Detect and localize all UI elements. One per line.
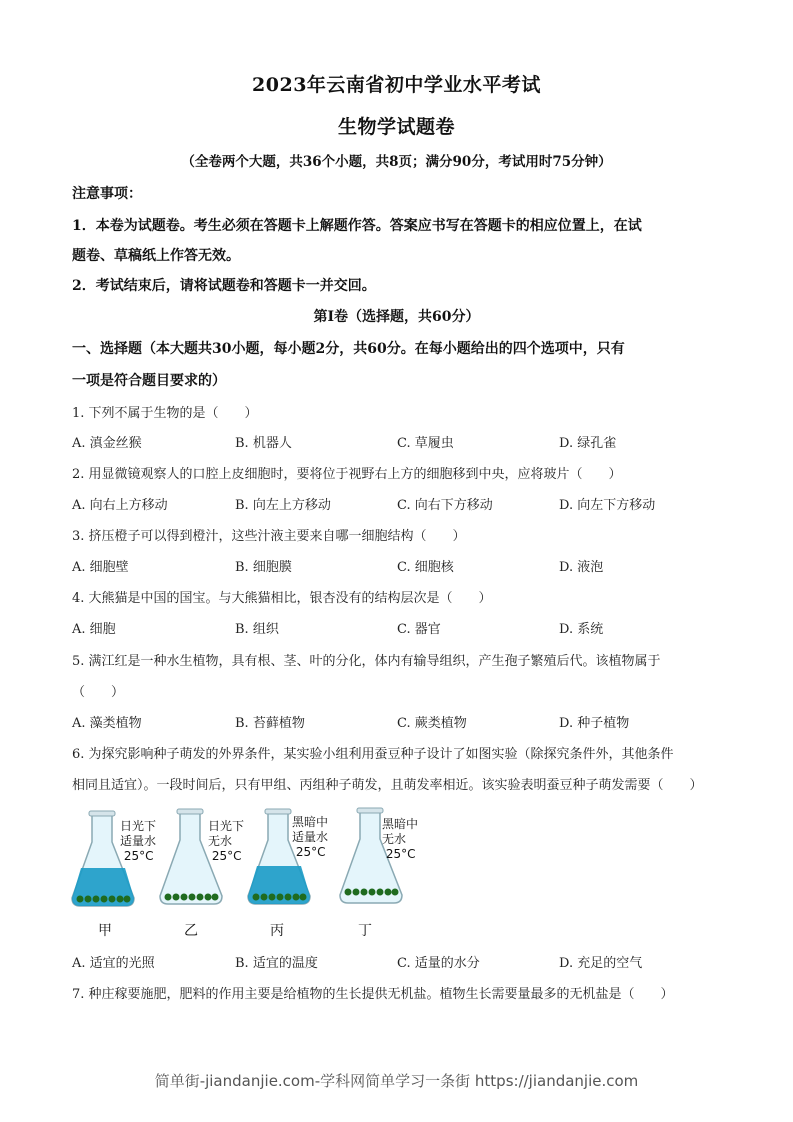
option-b: B. 适宜的温度 (235, 956, 318, 971)
flask-yi (156, 805, 246, 940)
flask-jia (68, 805, 158, 940)
option-a: A. 细胞 (72, 622, 116, 637)
question-7-stem: 7. 种庄稼要施肥，肥料的作用主要是给植物的生长提供无机盐。植物生长需要量最多的无机盐是（ ） (72, 987, 674, 1002)
option-d: D. 系统 (559, 622, 604, 637)
question-3-stem: 3. 挤压橙子可以得到橙汁，这些汁液主要来自哪一细胞结构（ ） (72, 529, 466, 544)
notice-item-1-line-1: 1．本卷为试题卷。考生必须在答题卡上解题作答。答案应书写在答题卡的相应位置上，在试 (72, 218, 642, 234)
section-instructions-line-2: 一项是符合题目要求的） (72, 373, 226, 389)
option-a: A. 适宜的光照 (72, 956, 155, 971)
flask-bing-condition: 黑暗中 适量水 25°C (292, 815, 329, 859)
question-4-stem: 4. 大熊猫是中国的国宝。与大熊猫相比，银杏没有的结构层次是（ ） (72, 591, 492, 606)
option-d: D. 充足的空气 (559, 956, 643, 971)
option-d: D. 绿孔雀 (559, 436, 617, 451)
exam-title: 2023年云南省初中学业水平考试 (252, 74, 541, 96)
exam-subtitle: 生物学试题卷 (337, 116, 455, 138)
section-title: 第Ⅰ卷（选择题，共60分） (313, 309, 480, 325)
option-c: C. 蕨类植物 (397, 716, 467, 731)
question-5-stem-line-1: 5. 满江红是一种水生植物，具有根、茎、叶的分化，体内有输导组织，产生孢子繁殖后代。该植物属于 (72, 654, 661, 669)
group-label-ding: 丁 (358, 923, 372, 939)
group-label-jia: 甲 (98, 923, 112, 939)
option-c: C. 向右下方移动 (397, 498, 493, 513)
option-d: D. 向左下方移动 (559, 498, 656, 513)
option-b: B. 机器人 (235, 436, 292, 451)
flask-jia-condition: 日光下 适量水 25°C (120, 819, 157, 863)
option-b: B. 苔藓植物 (235, 716, 305, 731)
option-d: D. 液泡 (559, 560, 604, 575)
flask-yi-condition: 日光下 无水 25°C (208, 819, 245, 863)
notice-item-2: 2．考试结束后，请将试题卷和答题卡一并交回。 (72, 278, 376, 294)
option-a: A. 藻类植物 (72, 716, 142, 731)
flask-bing (244, 805, 334, 940)
flask-ding (336, 805, 426, 940)
section-instructions-line-1: 一、选择题（本大题共30小题，每小题2分，共60分。在每小题给出的四个选项中，只有 (72, 341, 625, 357)
footer-watermark: 简单街-jiandanjie.com-学科网简单学习一条街 https://jiandanjie.com (154, 1072, 639, 1090)
group-label-bing: 丙 (270, 923, 284, 939)
seed-germination-figure (68, 805, 448, 940)
option-a: A. 细胞壁 (72, 560, 129, 575)
question-6-stem-line-2: 相同且适宜）。一段时间后，只有甲组、丙组种子萌发，且萌发率相近。该实验表明蚕豆种子萌发需要（ ） (72, 778, 703, 793)
option-c: C. 细胞核 (397, 560, 454, 575)
option-c: C. 草履虫 (397, 436, 454, 451)
flask-ding-condition: 黑暗中 无水 25°C (382, 817, 419, 861)
option-b: B. 向左上方移动 (235, 498, 331, 513)
question-2-stem: 2. 用显微镜观察人的口腔上皮细胞时，要将位于视野右上方的细胞移到中央，应将玻片（ ） (72, 467, 622, 482)
question-1-stem: 1. 下列不属于生物的是（ ） (72, 406, 258, 421)
exam-meta: （全卷两个大题，共36个小题，共8页；满分90分，考试用时75分钟） (181, 154, 612, 170)
option-b: B. 组织 (235, 622, 279, 637)
notice-heading: 注意事项： (72, 186, 142, 202)
option-c: C. 适量的水分 (397, 956, 480, 971)
option-a: A. 滇金丝猴 (72, 436, 142, 451)
option-a: A. 向右上方移动 (72, 498, 168, 513)
option-b: B. 细胞膜 (235, 560, 292, 575)
option-c: C. 器官 (397, 622, 441, 637)
option-d: D. 种子植物 (559, 716, 630, 731)
question-6-stem-line-1: 6. 为探究影响种子萌发的外界条件，某实验小组利用蚕豆种子设计了如图实验（除探究条件外，其他条件 (72, 747, 674, 762)
question-5-stem-line-2: （ ） (72, 685, 125, 700)
group-label-yi: 乙 (184, 923, 198, 939)
notice-item-1-line-2: 题卷、草稿纸上作答无效。 (72, 248, 240, 264)
